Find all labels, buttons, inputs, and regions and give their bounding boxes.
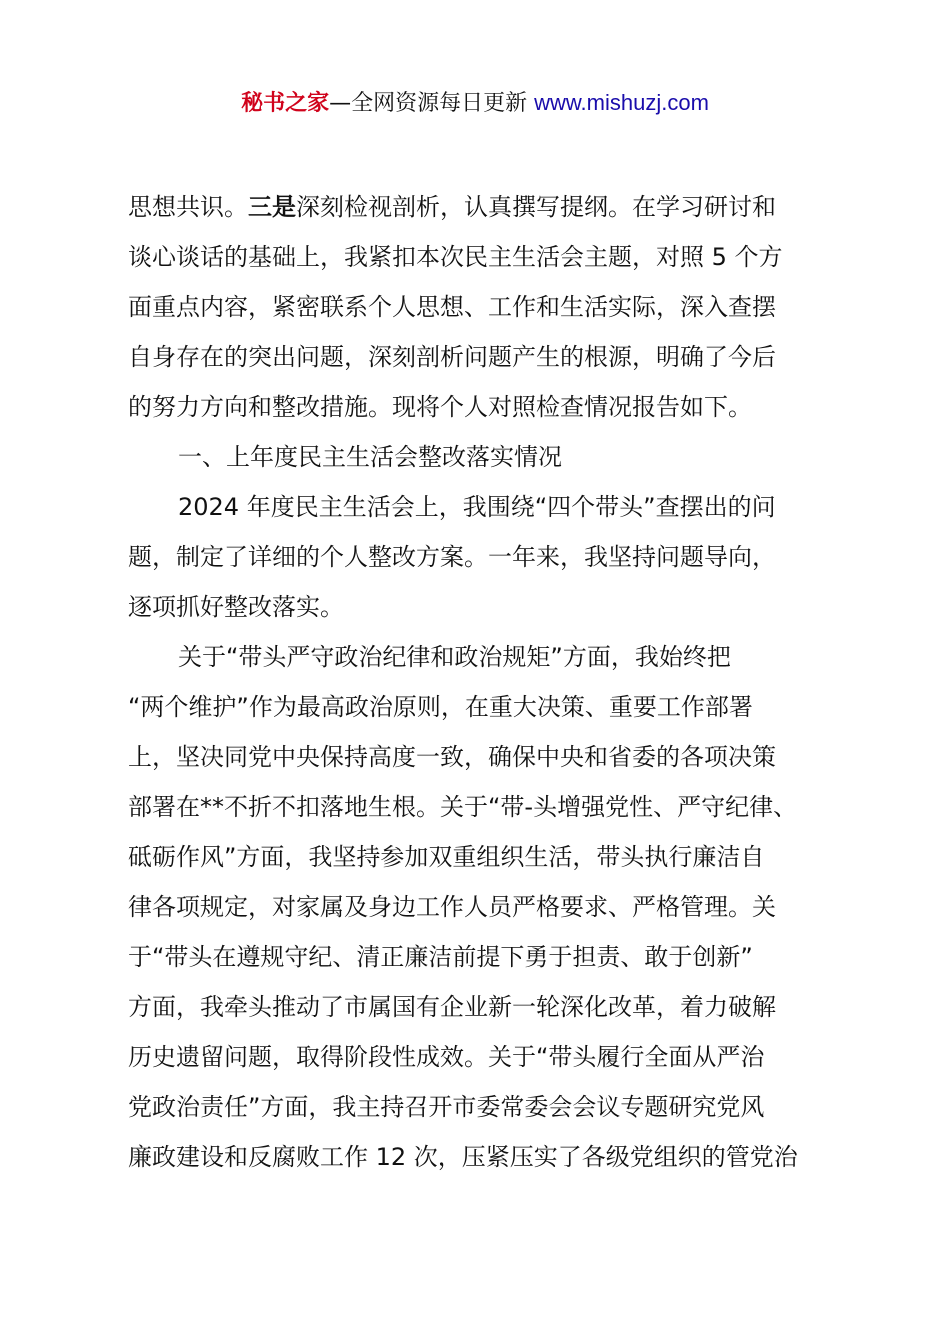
text-line: 上，坚决同党中央保持高度一致，确保中央和省委的各项决策	[128, 743, 776, 771]
text-line: 自身存在的突出问题，深刻剖析问题产生的根源，明确了今后	[128, 343, 776, 371]
brand-name: 秘书之家	[241, 91, 330, 116]
section-heading: 一、上年度民主生活会整改落实情况	[178, 443, 562, 471]
text-line: 部署在**不折不扣落地生根。关于“带-头增强党性、严守纪律、	[128, 793, 798, 821]
text-line: “两个维护”作为最高政治原则，在重大决策、重要工作部署	[128, 693, 753, 721]
header-tagline: —全网资源每日更新	[329, 91, 528, 116]
text-line: 历史遗留问题，取得阶段性成效。关于“带头履行全面从严治	[128, 1043, 765, 1071]
website-link[interactable]: www.mishuzj.com	[534, 90, 709, 115]
text-line: 题，制定了详细的个人整改方案。一年来，我坚持问题导向，	[128, 543, 776, 571]
text-line: 谈心谈话的基础上，我紧扣本次民主生活会主题，对照 5 个方	[128, 243, 783, 271]
page-header	[0, 86, 950, 121]
text-line: 面重点内容，紧密联系个人思想、工作和生活实际，深入查摆	[128, 293, 776, 321]
text-line: 廉政建设和反腐败工作 12 次，压紧压实了各级党组织的管党治	[128, 1143, 798, 1171]
text-line	[128, 182, 832, 232]
text-line: 党政治责任”方面，我主持召开市委常委会会议专题研究党风	[128, 1093, 765, 1121]
document-body	[128, 182, 832, 1182]
paragraph-start: 关于“带头严守政治纪律和政治规矩”方面，我始终把	[178, 643, 731, 671]
text-segment: 思想共识。	[128, 193, 248, 221]
text-line: 砥砺作风”方面，我坚持参加双重组织生活，带头执行廉洁自	[128, 843, 765, 871]
text-line: 律各项规定，对家属及身边工作人员严格要求、严格管理。关	[128, 893, 776, 921]
text-line: 的努力方向和整改措施。现将个人对照检查情况报告如下。	[128, 393, 752, 421]
text-line: 方面，我牵头推动了市属国有企业新一轮深化改革，着力破解	[128, 993, 776, 1021]
paragraph-start: 2024 年度民主生活会上，我围绕“四个带头”查摆出的问	[178, 493, 776, 521]
text-segment: 深刻检视剖析，认真撰写提纲。在学习研讨和	[296, 193, 776, 221]
bold-emphasis: 三是	[248, 193, 296, 221]
text-line: 逐项抓好整改落实。	[128, 593, 344, 621]
text-line: 于“带头在遵规守纪、清正廉洁前提下勇于担责、敢于创新”	[128, 943, 753, 971]
